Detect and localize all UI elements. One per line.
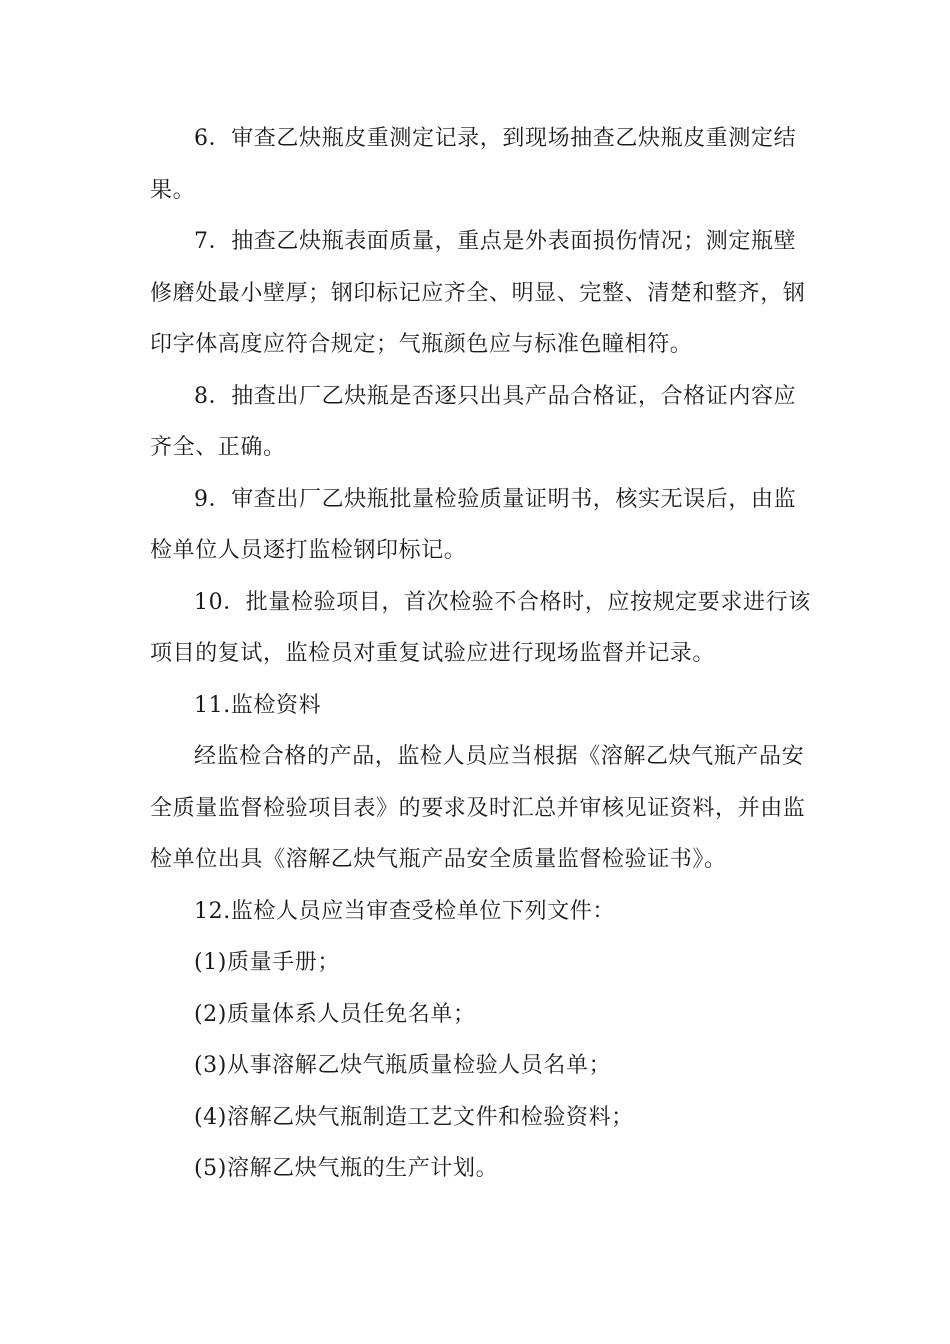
list-item-1 (150, 937, 800, 989)
paragraph-line: 10．批量检验项目，首次检验不合格时，应按规定要求进行该 (194, 589, 811, 615)
paragraph-item-10 (150, 577, 811, 680)
paragraph-line: 6．审查乙炔瓶皮重测定记录，到现场抽查乙炔瓶皮重测定结 (194, 126, 797, 151)
paragraph-line: 8．抽查出厂乙炔瓶是否逐只出具产品合格证，合格证内容应 (194, 383, 797, 409)
section-heading-11 (150, 680, 800, 732)
list-item-5 (150, 1143, 800, 1195)
paragraph-item-7 (150, 216, 806, 371)
list-item-line: (1)质量手册； (194, 950, 340, 975)
paragraph-line: 检单位人员逐打监检钢印标记。 (150, 538, 467, 563)
paragraph-item-8 (150, 371, 800, 474)
paragraph-line: 7．抽查乙炔瓶表面质量，重点是外表面损伤情况；测定瓶壁 (194, 229, 797, 254)
paragraph-line: 项目的复试，监检员对重复试验应进行现场监督并记录。 (150, 641, 716, 666)
paragraph-line: 经监检合格的产品，监检人员应当根据《溶解乙炔气瓶产品安 (194, 744, 805, 769)
paragraph-item-6 (150, 113, 800, 216)
paragraph-line: 齐全、正确。 (150, 435, 286, 460)
paragraph-line: 果。 (150, 177, 196, 203)
paragraph-line: 检单位出具《溶解乙炔气瓶产品安全质量监督检验证书》。 (150, 847, 727, 872)
list-item-line: (4)溶解乙炔气瓶制造工艺文件和检验资料； (194, 1104, 634, 1130)
document-body (150, 113, 811, 1195)
list-item-line: (5)溶解乙炔气瓶的生产计划。 (194, 1156, 499, 1181)
paragraph-line: 9．审查出厂乙炔瓶批量检验质量证明书，核实无误后，由监 (194, 486, 797, 512)
list-item-line: (3)从事溶解乙炔气瓶质量检验人员名单； (194, 1053, 612, 1078)
paragraph-line: 修磨处最小壁厚；钢印标记应齐全、明显、完整、清楚和整齐，钢 (150, 280, 806, 306)
paragraph-item-12 (150, 886, 800, 938)
section-heading-line: 11.监检资料 (194, 692, 322, 718)
paragraph-line: 全质量监督检验项目表》的要求及时汇总并审核见证资料，并由监 (150, 795, 806, 821)
list-item-line: (2)质量体系人员任免名单； (194, 1001, 476, 1027)
paragraph-line: 12.监检人员应当审查受检单位下列文件： (194, 898, 615, 924)
paragraph-item-9 (150, 474, 800, 577)
paragraph-line: 印字体高度应符合规定；气瓶颜色应与标准色瞳相符。 (150, 332, 693, 357)
list-item-4 (150, 1092, 800, 1144)
list-item-2 (150, 989, 800, 1041)
paragraph-inspection-materials (150, 731, 806, 886)
list-item-3 (150, 1040, 800, 1092)
